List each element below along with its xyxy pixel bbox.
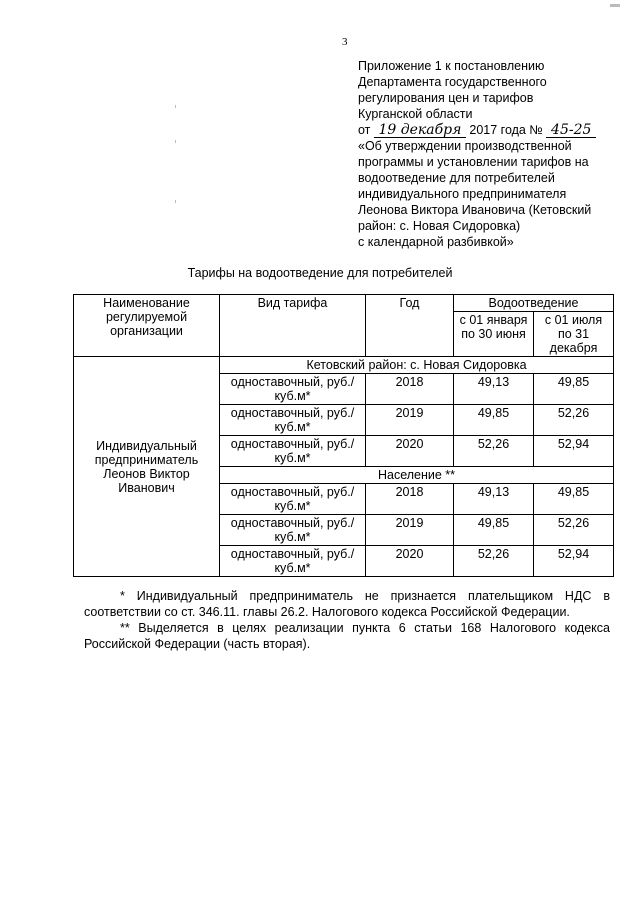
appendix-line: Приложение 1 к постановлению [358,59,545,73]
scan-artifact [175,105,176,108]
subject-line: Леонова Виктора Ивановича (Кетовский [358,203,592,217]
period2-cell: 52,26 [534,515,614,546]
subject-line: с календарной разбивкой» [358,235,514,249]
footnote: ** Выделяется в целях реализации пункта 6 статьи 168 Налогового кодекса Российской Федерации (часть вторая). [84,621,610,651]
appendix-block [358,58,628,250]
table-title: Тарифы на водоотведение для потребителей [187,266,453,280]
group-label: Население ** [220,467,614,484]
header-service: Водоотведение [454,295,614,312]
scan-artifact [175,140,176,143]
handwritten-number: 45-25 [546,124,596,138]
period1-cell: 49,85 [454,405,534,436]
footnotes [84,588,610,652]
appendix-line: Курганской области [358,107,473,121]
header-period-1: с 01 января по 30 июня [454,312,534,357]
subject-line: программы и установлении тарифов на [358,155,589,169]
period1-cell: 52,26 [454,546,534,577]
year-cell: 2018 [366,484,454,515]
group-label: Кетовский район: с. Новая Сидоровка [220,357,614,374]
period1-cell: 49,85 [454,515,534,546]
year-cell: 2020 [366,546,454,577]
period2-cell: 52,94 [534,546,614,577]
period1-cell: 52,26 [454,436,534,467]
year-cell: 2019 [366,405,454,436]
scan-artifact [610,4,620,7]
year-cell: 2018 [366,374,454,405]
header-year: Год [366,295,454,357]
handwritten-date: 19 декабря [374,124,466,138]
appendix-line: регулирования цен и тарифов [358,91,534,105]
tariff-type-cell: одноставочный, руб./куб.м* [220,436,366,467]
period1-cell: 49,13 [454,484,534,515]
tariff-type-cell: одноставочный, руб./куб.м* [220,484,366,515]
group-row [74,357,614,374]
appendix-line: Департамента государственного [358,75,547,89]
tariff-type-cell: одноставочный, руб./куб.м* [220,405,366,436]
date-line [358,122,628,138]
year-text: 2017 года № [469,123,543,137]
header-tariff-type: Вид тарифа [220,295,366,357]
period2-cell: 49,85 [534,484,614,515]
subject-line: «Об утверждении производственной [358,139,572,153]
organization-cell: Индивидуальный предприниматель Леонов Виктор Иванович [74,357,220,577]
subject-line: район: с. Новая Сидоровка) [358,219,521,233]
date-prefix: от [358,123,371,137]
header-row [74,295,614,312]
tariff-table [73,294,614,577]
subject-line: водоотведение для потребителей [358,171,555,185]
period1-cell: 49,13 [454,374,534,405]
year-cell: 2020 [366,436,454,467]
tariff-type-cell: одноставочный, руб./куб.м* [220,515,366,546]
header-org: Наименование регулируемой организации [74,295,220,357]
footnote: * Индивидуальный предприниматель не признается плательщиком НДС в соответствии со ст. 346.11. главы 26.2. Налогового кодекса Российской Федерации. [84,589,610,619]
subject-line: индивидуального предпринимателя [358,187,567,201]
page-number: 3 [342,36,348,48]
tariff-type-cell: одноставочный, руб./куб.м* [220,374,366,405]
year-cell: 2019 [366,515,454,546]
period2-cell: 52,94 [534,436,614,467]
period2-cell: 49,85 [534,374,614,405]
header-period-2: с 01 июля по 31 декабря [534,312,614,357]
tariff-type-cell: одноставочный, руб./куб.м* [220,546,366,577]
period2-cell: 52,26 [534,405,614,436]
scan-artifact [175,200,176,203]
